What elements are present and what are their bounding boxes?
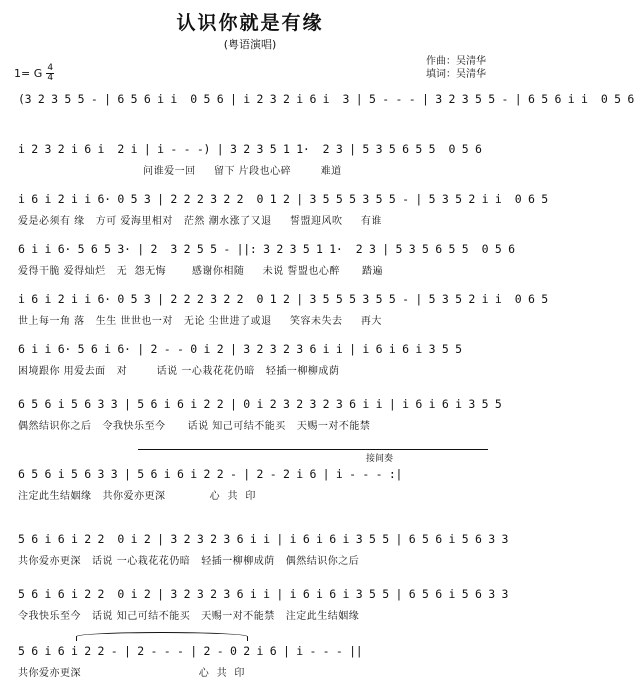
- lyric-line: 世上每一角 落 生生 世世也一对 无论 尘世进了或退 笑容未失去 再大: [18, 316, 382, 327]
- lyric-line: 共你爱亦更深 心 共 印: [18, 668, 245, 679]
- lyric-line: 问谁爱一回 留下 片段也心碎 难道: [18, 166, 342, 177]
- lyric-line: 困境跟你 用爱去面 对 话说 一心栽花花仍暗 轻插一柳柳成荫: [18, 366, 340, 377]
- composer-credit: 作曲：吴清华: [426, 56, 486, 67]
- score-row-5: [18, 288, 548, 338]
- key-label: 1= G: [14, 67, 43, 80]
- notation-line: 5 6 i 6 i 2 2 - | 2 - - - | 2 - 0 2 i 6 | i - - - ||: [18, 644, 363, 658]
- notation-line: 6 5 6 i 5 6 3 3 | 5 6 i 6 i 2 2 | 0 i 2 3 2 3 2 3 6 i i | i 6 i 6 i 3 5 5: [18, 397, 502, 411]
- score-row-6: [18, 338, 488, 388]
- lyricist-credit: 填词：吴清华: [426, 69, 486, 80]
- notation-line: 6 i i 6· 5 6 i 6· | 2 - - 0 i 2 | 3 2 3 2 3 6 i i | i 6 i 6 i 3 5 5: [18, 342, 462, 356]
- lyric-line: 令我快乐至今 话说 知己可结不能买 天赐一对不能禁 注定此生结姻缘: [18, 611, 360, 622]
- key-signature: [14, 64, 54, 83]
- lyric-line: 偶然结识你之后 令我快乐至今 话说 知己可结不能买 天赐一对不能禁: [18, 421, 371, 432]
- score-row-10: [18, 583, 509, 633]
- lyric-line: [18, 112, 488, 126]
- song-title: 认识你就是有缘: [176, 12, 324, 34]
- score-row-2: [18, 138, 488, 188]
- score-row-7: [18, 393, 502, 443]
- song-subtitle: (粤语演唱): [223, 38, 277, 51]
- lyric-line: 爱是必须有 缘 方可 爱海里相对 茫然 潮水涨了又退 誓盟迎风吹 有谁: [18, 216, 382, 227]
- meter-bottom: 4: [47, 73, 54, 83]
- notation-line: 5 6 i 6 i 2 2 0 i 2 | 3 2 3 2 3 6 i i | i 6 i 6 i 3 5 5 | 6 5 6 i 5 6 3 3: [18, 587, 509, 601]
- volta-line: [138, 449, 488, 451]
- notation-line: 5 6 i 6 i 2 2 0 i 2 | 3 2 3 2 3 6 i i | i 6 i 6 i 3 5 5 | 6 5 6 i 5 6 3 3: [18, 532, 509, 546]
- meter-top: 4: [47, 63, 54, 73]
- lyric-line: 爱得干脆 爱得灿烂 无 怨无悔 感谢你相随 未说 誓盟也心醉 踏遍: [18, 266, 383, 277]
- score-row-1: [18, 88, 634, 138]
- notation-line: i 6 i 2 i i 6· 0 5 3 | 2 2 2 3 2 2 0 1 2 | 3 5 5 5 3 5 5 - | 5 3 5 2 i i 0 6 5: [18, 292, 548, 306]
- notation-line: i 2 3 2 i 6 i 2 i | i - - -) | 3 2 3 5 1 1· 2 3 | 5 3 5 6 5 5 0 5 6: [18, 142, 482, 156]
- score-row-3: [18, 188, 548, 238]
- notation-line: 6 5 6 i 5 6 3 3 | 5 6 i 6 i 2 2 - | 2 - 2 i 6 | i - - - :|: [18, 467, 403, 481]
- time-signature: [46, 64, 54, 83]
- notation-line: i 6 i 2 i i 6· 0 5 3 | 2 2 2 3 2 2 0 1 2 | 3 5 5 5 3 5 5 - | 5 3 5 2 i i 0 6 5: [18, 192, 548, 206]
- notation-line: 6 i i 6· 5 6 5 3· | 2 3 2 5 5 - ||: 3 2 3 5 1 1· 2 3 | 5 3 5 6 5 5 0 5 6: [18, 242, 515, 256]
- score-row-4: [18, 238, 515, 288]
- score-row-11: [18, 640, 488, 690]
- lyric-line: 注定此生结姻缘 共你爱亦更深 心 共 印: [18, 491, 256, 502]
- interlude-marker: 接间奏: [366, 454, 394, 464]
- notation-line: (3 2 3 5 5 - | 6 5 6 i i 0 5 6 | i 2 3 2 i 6 i 3 | 5 - - - | 3 2 3 5 5 - | 6 5 6 i i 0 5 6: [18, 92, 634, 106]
- score-row-9: [18, 528, 509, 578]
- lyric-line: 共你爱亦更深 话说 一心栽花花仍暗 轻插一柳柳成荫 偶然结识你之后: [18, 556, 360, 567]
- score-row-8: [18, 454, 488, 513]
- credits: [426, 55, 486, 81]
